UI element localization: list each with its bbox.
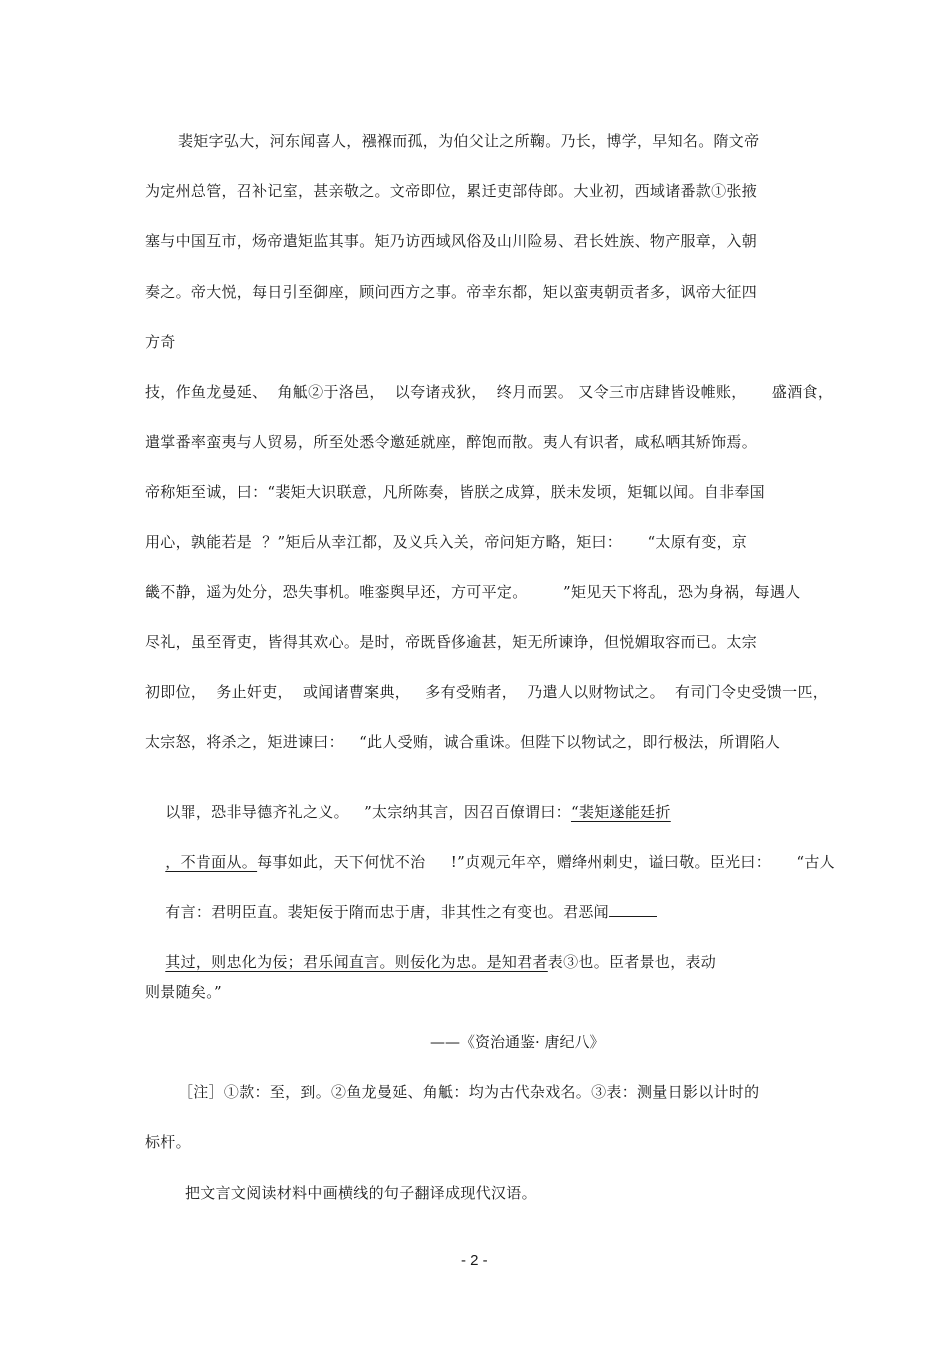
passage-line-16-text: 有言：君明臣直。裴矩佞于隋而忠于唐，非其性之有变也。君恶闻: [165, 903, 609, 921]
passage-line-15-plain: 每事如此，天下何忧不治 !”贞观元年卒，赠绛州刺史，谥曰敬。臣光曰： “古人: [257, 853, 835, 871]
underlined-sentence-part-2: ，不肯面从。: [165, 853, 258, 871]
note-line-2: 标杆。: [145, 1133, 191, 1151]
passage-line-6: 技，作鱼龙曼延、 角觝②于洛邑， 以夸诸戎狄， 终月而罢。 又令三市店肆皆设帷账， 盛酒食，: [145, 383, 834, 401]
passage-line-8: 帝称矩至诚，曰：“裴矩大识联意，凡所陈奏，皆朕之成算，朕未发顷，矩辄以闻。自非奉国: [145, 483, 765, 501]
passage-line-4: 奏之。帝大悦，每日引至御座，顾问西方之事。帝幸东都，矩以蛮夷朝贡者多，讽帝大征四: [145, 283, 758, 301]
passage-line-11: 尽礼，虽至胥吏，皆得其欢心。是时，帝既昏侈逾甚，矩无所谏诤，但悦媚取容而已。太宗: [145, 633, 758, 651]
passage-line-5: 方奇: [145, 333, 176, 351]
passage-line-3: 塞与中国互市，炀帝遣矩监其事。矩乃访西域风俗及山川险易、君长姓族、物产服章，入朝: [145, 232, 758, 250]
underlined-sentence-part-1: “裴矩遂能廷折: [570, 803, 671, 821]
passage-line-14-plain: 以罪，恐非导德齐礼之义。 ”太宗纳其言，因召百僚谓曰：: [165, 803, 571, 821]
source-citation: ——《资治通鉴· 唐纪八》: [430, 1033, 605, 1051]
underlined-sentence-part-3: 其过，则忠化为佞；君乐闻直言。则佞化为忠。是知君者: [165, 953, 548, 971]
underline-blank: [609, 902, 657, 917]
note-line-1: ［注］①款：至，到。②鱼龙曼延、角觝：均为古代杂戏名。③表：测量日影以计时的: [178, 1083, 760, 1101]
page-number: - 2 -: [461, 1252, 488, 1269]
passage-line-12: 初即位， 务止奸吏， 或闻诸曹案典， 多有受贿者， 乃遣人以财物试之。 有司门令史受馈一匹，: [145, 683, 829, 701]
passage-line-2: 为定州总管，召补记室，甚亲敬之。文帝即位，累迁吏部侍郎。大业初，西域诸番款①张掖: [145, 182, 758, 200]
passage-line-9: 用心，孰能若是 ？”矩后从幸江都，及义兵入关，帝问矩方略，矩曰： “太原有变，京: [145, 533, 748, 551]
passage-line-17: [145, 932, 716, 992]
passage-line-13: 太宗怒，将杀之，矩进谏曰： “此人受贿，诚合重诛。但陛下以物试之，即行极法，所谓陷人: [145, 733, 781, 751]
passage-line-17-plain: 表③也。臣者景也，表动: [547, 953, 717, 971]
passage-line-18: 则景随矣。”: [145, 983, 222, 1001]
passage-line-10: 畿不静，遥为处分，恐失事机。唯銮舆早还，方可平定。 ”矩见天下将乱，恐为身祸，每遇人: [145, 583, 801, 601]
question-text: 把文言文阅读材料中画横线的句子翻译成现代汉语。: [185, 1184, 537, 1202]
passage-line-1: 裴矩字弘大，河东闻喜人，襁褓而孤，为伯父让之所鞠。乃长，博学，早知名。隋文帝: [178, 132, 760, 150]
passage-line-7: 遣掌番率蛮夷与人贸易，所至处悉令邀延就座，醉饱而散。夷人有识者，咸私哂其矫饰焉。: [145, 433, 758, 451]
